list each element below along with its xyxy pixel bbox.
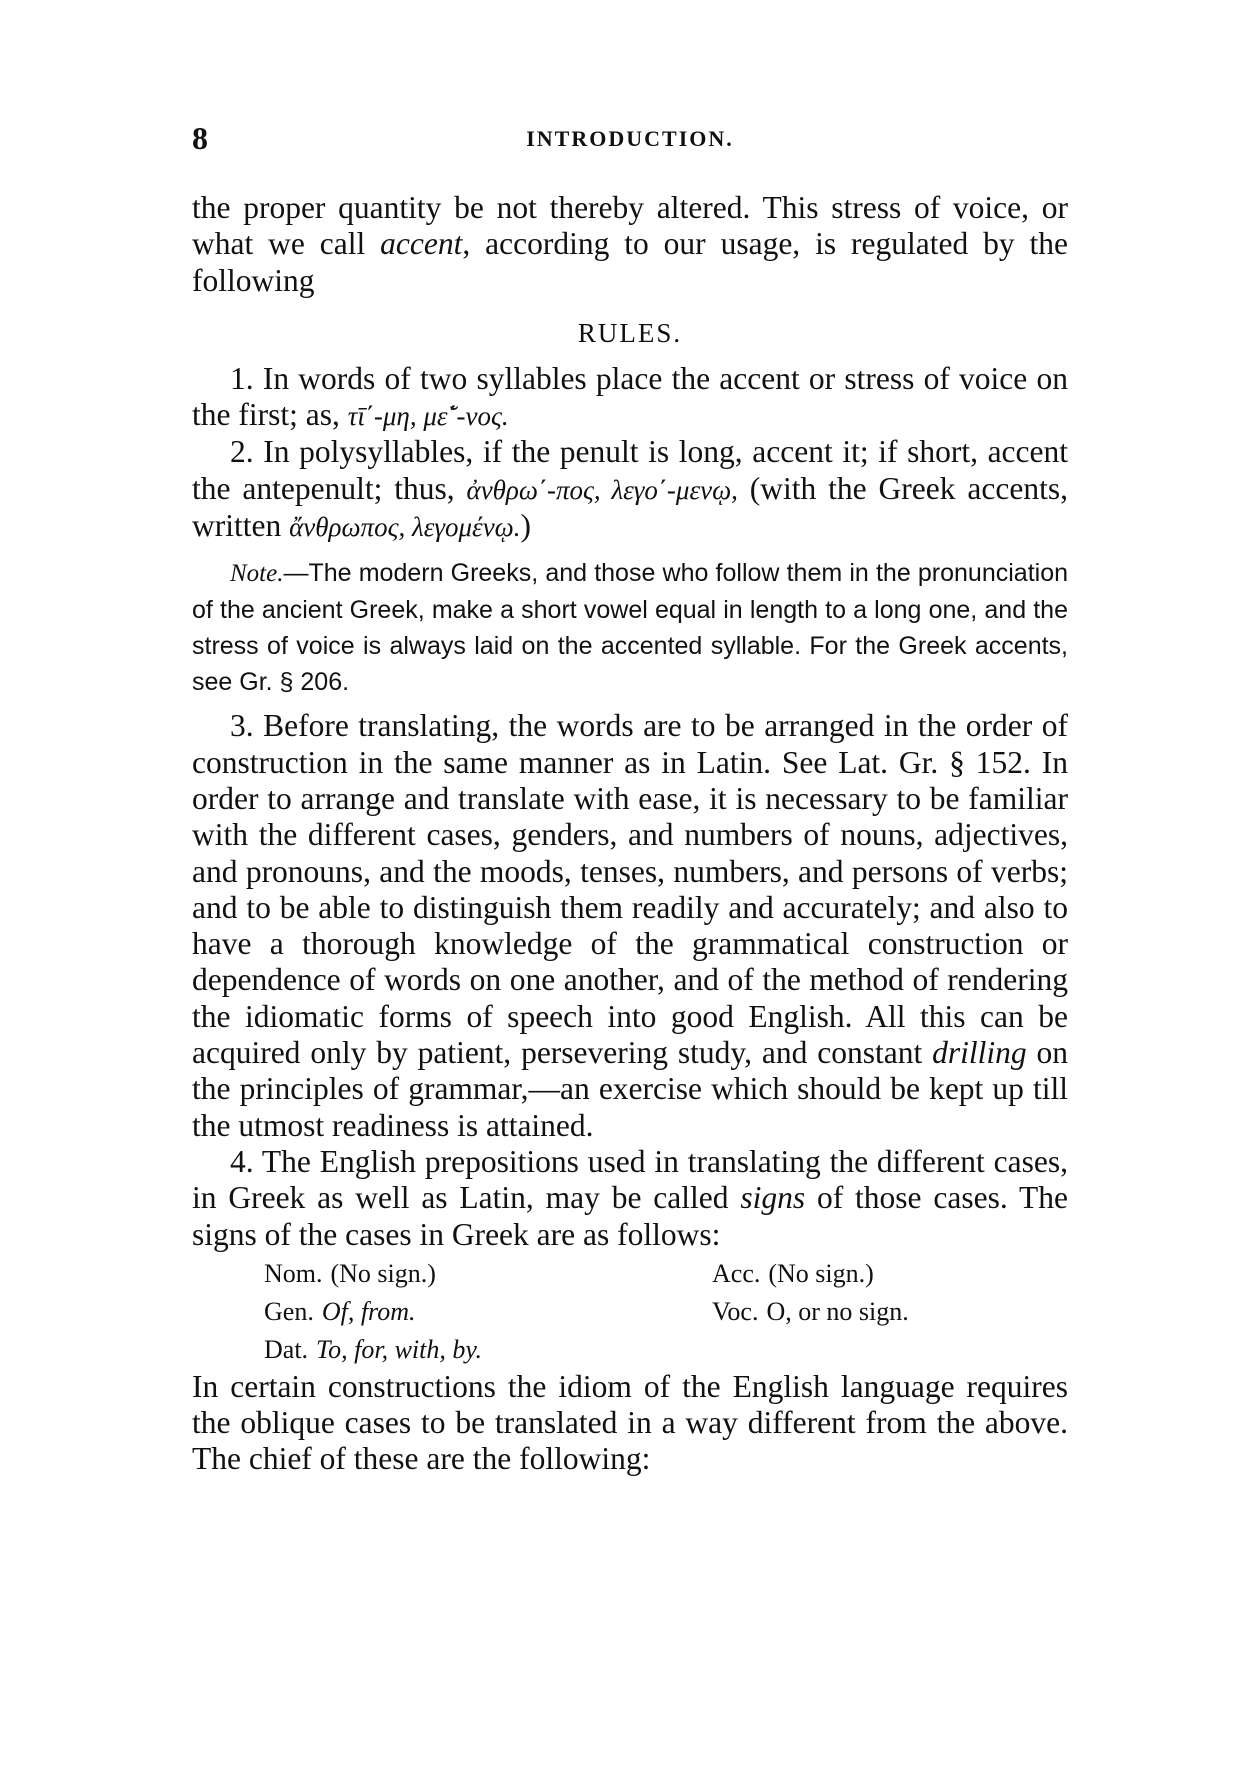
case-abbr: Acc.	[712, 1258, 761, 1288]
case-sign: O, or no sign.	[766, 1296, 909, 1326]
rule-3-text: 3. Before translating, the words are to be arranged in the order of construction in the same manner as in Latin. See Lat. Gr. § 152. In order to arrange and translate with ease, it is necessary to be familiar with the different cases, genders, and numbers of nouns, adjectives, and pronouns, and the moods, tenses, numbers, and persons of verbs; and to be able to distinguish them readily and accurately; and also to have a thorough knowledge of the grammatical construction or dependence of words on one another, and of the method of rendering the idiomatic forms of speech into good English. All this can be acquired only by patient, persevering study, and constant	[192, 708, 1068, 1071]
rules-heading: RULES.	[577, 317, 683, 348]
opening-text-1: the proper quantity be not thereby altered. This stress of voice, or what we call	[192, 190, 1068, 262]
rule-2-greek-1: ἀνθρω΄-πος, λεγο΄-μενῳ,	[466, 474, 738, 505]
note-text: —The modern Greeks, and those who follow them in the pronunciation of the ancient Greek, make a short vowel equal in length to a long one, and the stress of voice is always laid on the accented syllable. For the Greek accents, see Gr. § 206.	[192, 559, 1068, 697]
page-number: 8	[192, 120, 208, 156]
rule-4-text: 4. The English prepositions used in translating the different cases, in Greek as well as Latin, may be called	[192, 1143, 1068, 1216]
running-head: INTRODUCTION.	[526, 126, 734, 151]
rule-1-text: 1. In words of two syllables place the accent or stress of voice on the first; as,	[192, 360, 1068, 433]
rule-2-greek-2: ἄνθρωπος, λεγομένῳ.	[289, 512, 521, 543]
opening-paragraph	[192, 190, 1068, 299]
rule-4	[192, 1144, 1068, 1253]
case-abbr: Nom.	[264, 1258, 323, 1288]
case-abbr: Dat.	[264, 1334, 309, 1364]
case-sign: To, for, with, by.	[316, 1334, 482, 1364]
rule-1-greek: τῑ΄-μη, με̆΄-νος.	[347, 401, 509, 432]
rule-3-emphasis: drilling	[932, 1035, 1027, 1071]
rule-3	[192, 708, 1068, 1144]
rule-4-text-end: of those cases. The signs of the cases in Greek are as follows:	[192, 1180, 1068, 1252]
case-sign: (No sign.)	[768, 1258, 874, 1288]
sign-dative	[264, 1331, 482, 1369]
rule-2-text: 2. In polysyllables, if the penult is long, accent it; if short, accent the antepenult; thus,	[192, 434, 1068, 506]
note-paragraph	[192, 555, 1068, 700]
rule-2-text-2: (with the Greek accents, written	[192, 470, 1068, 544]
sign-nominative	[264, 1255, 436, 1293]
rule-3-text-end: on the principles of grammar,—an exercise which should be kept up till the utmost readiness is attained.	[192, 1035, 1068, 1143]
case-abbr: Voc.	[712, 1296, 759, 1326]
opening-emphasis: accent	[380, 226, 463, 262]
case-sign: Of, from.	[321, 1296, 416, 1326]
case-signs-table	[192, 1255, 1068, 1369]
sign-accusative	[712, 1255, 874, 1293]
rule-2	[192, 434, 1068, 545]
opening-text-2: , according to our usage, is regulated by the following	[192, 226, 1068, 298]
rule-4-emphasis: signs	[740, 1180, 806, 1216]
rule-1	[192, 361, 1068, 435]
page-body	[192, 190, 1068, 1478]
closing-paragraph: In certain constructions the idiom of the English language requires the oblique cases to be translated in a way different from the above. The chief of these are the following:	[192, 1368, 1068, 1477]
case-abbr: Gen.	[264, 1296, 314, 1326]
sign-genitive	[264, 1293, 415, 1331]
case-sign: (No sign.)	[330, 1258, 436, 1288]
page-header	[192, 118, 1068, 158]
rule-2-text-3: )	[520, 508, 531, 544]
sign-vocative	[712, 1293, 909, 1331]
note-label: Note.	[230, 560, 284, 588]
